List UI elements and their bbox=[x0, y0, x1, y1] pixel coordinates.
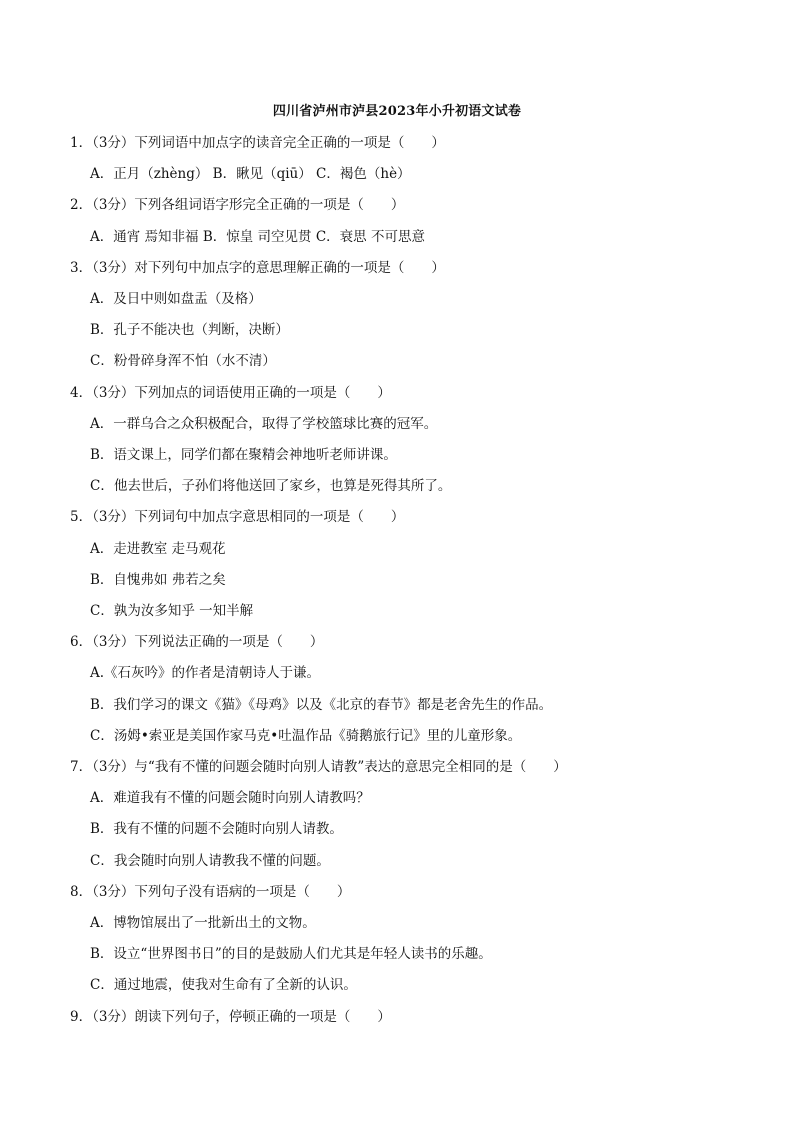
question-stem: 1．（3分）下列词语中加点字的读音完全正确的一项是（ ） bbox=[70, 135, 445, 151]
question-option: B．自愧弗如 弗若之矣 bbox=[90, 571, 226, 588]
question-option: B．设立“世界图书日”的目的是鼓励人们尤其是年轻人读书的乐趣。 bbox=[90, 946, 492, 963]
question-option: A．博物馆展出了一批新出土的文物。 bbox=[90, 915, 316, 931]
question-stem: 9．（3分）朗读下列句子，停顿正确的一项是（ ） bbox=[70, 1008, 391, 1025]
question-option: B．我有不懂的问题不会随时向别人请教。 bbox=[90, 821, 343, 838]
question-option: B．语文课上，同学们都在聚精会神地听老师讲课。 bbox=[90, 447, 397, 463]
question-option: A．走进教室 走马观花 bbox=[90, 540, 226, 557]
page-title: 四川省泸州市泸县2023年小升初语文试卷 bbox=[272, 104, 522, 119]
question-option: C．通过地震，使我对生命有了全新的认识。 bbox=[90, 977, 357, 994]
question-option: C．粉骨碎身浑不怕（水不清） bbox=[90, 353, 276, 370]
question-option: C．我会随时向别人请教我不懂的问题。 bbox=[90, 852, 330, 869]
question-stem: 2．（3分）下列各组词语字形完全正确的一项是（ ） bbox=[70, 197, 405, 214]
question-option: C．他去世后，子孙们将他送回了家乡，也算是死得其所了。 bbox=[90, 478, 452, 495]
question-option: A．正月（zhèng） B．瞅见（qiū） C．褐色（hè） bbox=[90, 166, 411, 183]
question-option: B．我们学习的课文《猫》《母鸡》以及《北京的春节》都是老舍先生的作品。 bbox=[90, 696, 553, 713]
question-option: A．及日中则如盘盂（及格） bbox=[90, 291, 262, 307]
question-option: A.《石灰吟》的作者是清朝诗人于谦。 bbox=[90, 665, 321, 682]
question-stem: 5．（3分）下列词句中加点字意思相同的一项是（ ） bbox=[70, 509, 405, 526]
question-option: A．一群乌合之众积极配合，取得了学校篮球比赛的冠军。 bbox=[90, 415, 438, 432]
question-stem: 7．（3分）与“我有不懂的问题会随时向别人请教”表达的意思完全相同的是（ ） bbox=[70, 759, 567, 775]
question-stem: 8．（3分）下列句子没有语病的一项是（ ） bbox=[70, 883, 351, 900]
question-option: A．难道我有不懂的问题会随时向别人请教吗？ bbox=[90, 790, 370, 807]
question-option: B．孔子不能决也（判断，决断） bbox=[90, 322, 289, 339]
question-option: C．汤姆•索亚是美国作家马克•吐温作品《骑鹅旅行记》里的儿童形象。 bbox=[90, 727, 522, 744]
question-option: C．孰为汝多知乎 一知半解 bbox=[90, 603, 254, 619]
question-option: A．通宵 焉知非福 B．惊皇 司空见贯 C．衰思 不可思意 bbox=[90, 228, 425, 245]
question-stem: 4．（3分）下列加点的词语使用正确的一项是（ ） bbox=[70, 384, 391, 401]
question-stem: 6．（3分）下列说法正确的一项是（ ） bbox=[70, 634, 324, 651]
question-stem: 3．（3分）对下列句中加点字的意思理解正确的一项是（ ） bbox=[70, 259, 445, 276]
